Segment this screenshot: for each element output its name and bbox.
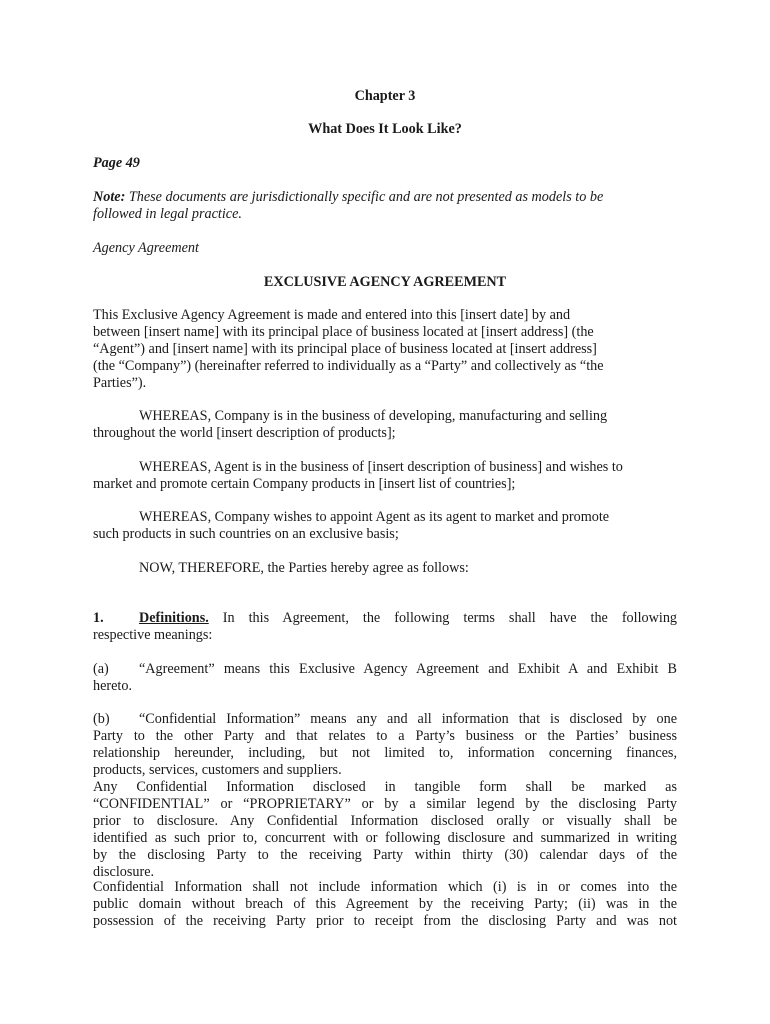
item-label: (b) <box>93 711 110 727</box>
whereas-clause-3 <box>93 509 677 543</box>
whereas-clause-2 <box>93 459 677 493</box>
item-text-line: Party to the other Party and that relates to a Party’s business or the Parties’ business <box>93 728 677 744</box>
note-label: Note: <box>93 189 126 205</box>
intro-line: This Exclusive Agency Agreement is made and entered into this [insert date] by and <box>93 307 571 323</box>
exclusions-paragraph <box>93 879 677 930</box>
intro-line: (the “Company”) (hereinafter referred to individually as a “Party” and collectively as “the <box>93 358 604 374</box>
section-heading: Definitions. <box>139 610 209 626</box>
paragraph-line: public domain without breach of this Agreement by the receiving Party; (ii) was in the <box>93 896 677 912</box>
whereas-line: throughout the world [insert description of products]; <box>93 425 396 441</box>
section-text: In this Agreement, the following terms shall have the following <box>222 610 678 626</box>
page-reference: Page 49 <box>93 155 140 171</box>
intro-line: Parties”). <box>93 375 147 391</box>
item-text: hereto. <box>93 678 132 694</box>
agreement-title: EXCLUSIVE AGENCY AGREEMENT <box>263 274 507 290</box>
section-text: respective meanings: <box>93 627 213 643</box>
whereas-line: WHEREAS, Agent is in the business of [insert description of business] and wishes to <box>139 459 623 475</box>
item-text: “Confidential Information” means any and all information that is disclosed by one <box>139 711 677 727</box>
intro-line: between [insert name] with its principal place of business located at [insert address] (the <box>93 324 594 340</box>
paragraph-line: identified as such prior to, concurrent with or following disclosure and summarized in writing <box>93 830 677 846</box>
note-text-line: These documents are jurisdictionally specific and are not presented as models to be <box>128 189 604 205</box>
whereas-clause-1 <box>93 408 677 442</box>
paragraph-line: prior to disclosure. Any Confidential Information disclosed orally or visually shall be <box>93 813 677 829</box>
item-text: “Agreement” means this Exclusive Agency Agreement and Exhibit A and Exhibit B <box>139 661 677 677</box>
paragraph-line: disclosure. <box>93 864 155 880</box>
definition-item-a <box>93 661 677 695</box>
section-1-definitions <box>93 610 677 644</box>
note-text-line: followed in legal practice. <box>93 206 242 222</box>
paragraph-line: Any Confidential Information disclosed in tangible form shall be marked as <box>93 779 677 795</box>
intro-paragraph <box>93 307 677 392</box>
paragraph-line: “CONFIDENTIAL” or “PROPRIETARY” or by a similar legend by the disclosing Party <box>93 796 677 812</box>
whereas-line: such products in such countries on an exclusive basis; <box>93 526 399 542</box>
whereas-line: WHEREAS, Company is in the business of developing, manufacturing and selling <box>139 408 608 424</box>
marking-paragraph <box>93 779 677 881</box>
paragraph-line: possession of the receiving Party prior to receipt from the disclosing Party and was not <box>93 913 677 929</box>
document-page <box>93 0 677 1024</box>
document-type-label: Agency Agreement <box>93 240 199 256</box>
paragraph-line: by the disclosing Party to the receiving Party within thirty (30) calendar days of the <box>93 847 677 863</box>
chapter-heading: Chapter 3 <box>354 88 416 104</box>
item-text-line: products, services, customers and suppliers. <box>93 762 342 778</box>
now-therefore-clause: NOW, THEREFORE, the Parties hereby agree as follows: <box>139 560 469 576</box>
disclaimer-note <box>93 189 677 223</box>
item-text-line: relationship hereunder, including, but not limited to, information concerning finances, <box>93 745 677 761</box>
section-number: 1. <box>93 610 104 626</box>
chapter-subtitle: What Does It Look Like? <box>308 121 462 137</box>
paragraph-line: Confidential Information shall not include information which (i) is in or comes into the <box>93 879 677 895</box>
whereas-line: WHEREAS, Company wishes to appoint Agent as its agent to market and promote <box>139 509 610 525</box>
item-label: (a) <box>93 661 109 677</box>
definition-item-b <box>93 711 677 779</box>
intro-line: “Agent”) and [insert name] with its principal place of business located at [insert address] <box>93 341 597 357</box>
whereas-line: market and promote certain Company products in [insert list of countries]; <box>93 476 516 492</box>
